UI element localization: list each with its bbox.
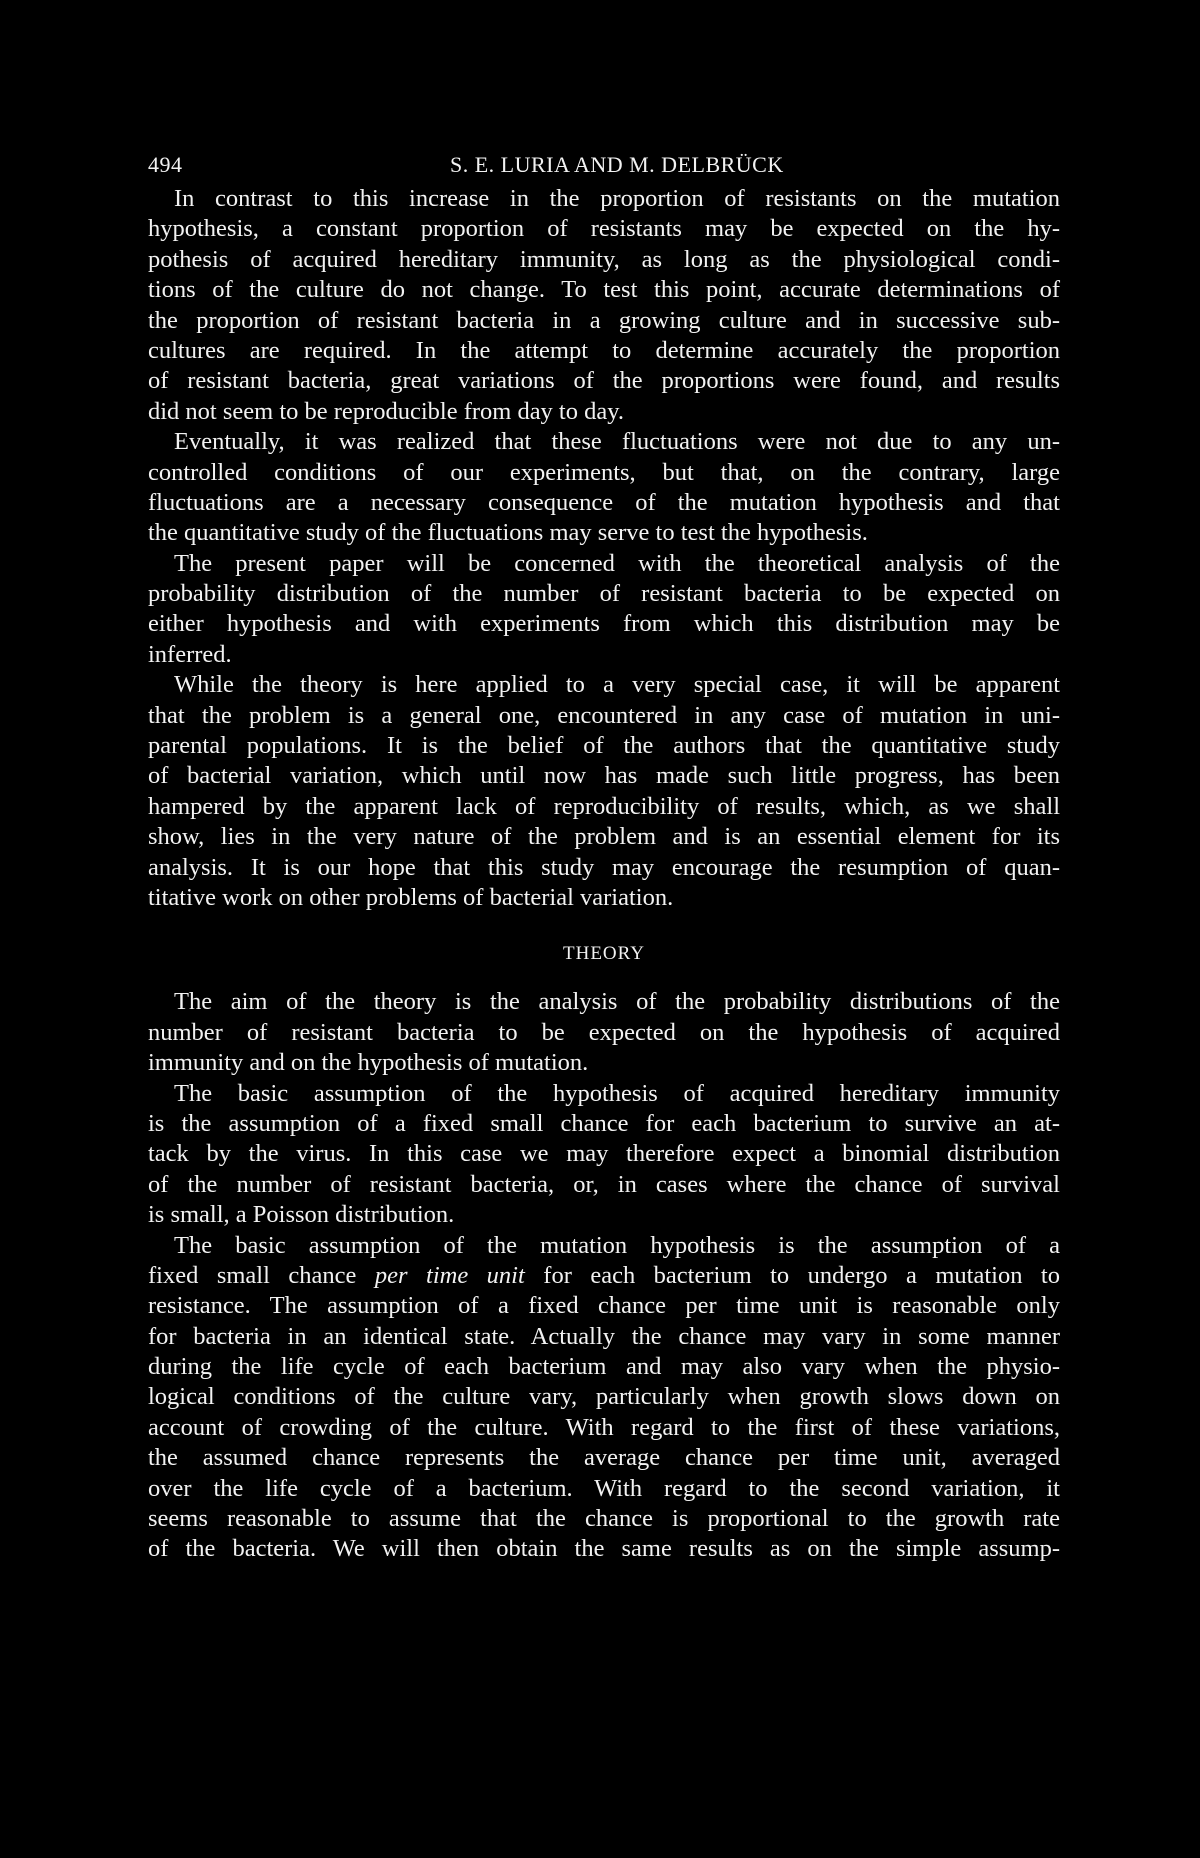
text-line: show, lies in the very nature of the problem and is an essential element for its — [148, 823, 1060, 851]
text-line: The basic assumption of the mutation hypothesis is the assumption of a — [174, 1231, 1060, 1259]
text-line: parental populations. It is the belief of the authors that the quantitative study — [148, 732, 1060, 760]
text-line: of bacterial variation, which until now has made such little progress, has been — [148, 762, 1060, 790]
text-line: The basic assumption of the hypothesis of acquired hereditary immunity — [174, 1079, 1060, 1107]
paragraph-mutation-assumption — [148, 1231, 1060, 1565]
text-line: The aim of the theory is the analysis of the probability distributions of the — [174, 988, 1060, 1016]
text-line: seems reasonable to assume that the chance is proportional to the growth rate — [148, 1505, 1060, 1533]
text-line: the proportion of resistant bacteria in a growing culture and in successive sub- — [148, 306, 1060, 334]
text-line: resistance. The assumption of a fixed chance per time unit is reasonable only — [148, 1292, 1060, 1320]
running-head-authors: S. E. LURIA AND M. DELBRÜCK — [450, 152, 784, 177]
journal-page — [148, 148, 1060, 1565]
text-line: the quantitative study of the fluctuations may serve to test the hypothesis. — [148, 519, 868, 547]
text-line-with-emphasis — [148, 1261, 1060, 1291]
paragraph-present-paper — [148, 549, 1060, 671]
text-line: over the life cycle of a bacterium. With regard to the second variation, it — [148, 1474, 1060, 1502]
text-line: did not seem to be reproducible from day to day. — [148, 397, 625, 425]
emphasis-per-time-unit: per time unit — [374, 1261, 525, 1289]
text-fragment: for each bacterium to undergo a mutation to — [524, 1261, 1060, 1289]
text-line: immunity and on the hypothesis of mutation. — [148, 1049, 589, 1077]
text-line: that the problem is a general one, encountered in any case of mutation in uni- — [148, 701, 1060, 729]
page-number: 494 — [148, 152, 183, 177]
text-line: is the assumption of a fixed small chance for each bacterium to survive an at- — [148, 1109, 1060, 1137]
text-line: number of resistant bacteria to be expected on the hypothesis of acquired — [148, 1018, 1060, 1046]
text-line: account of crowding of the culture. With regard to the first of these variations, — [148, 1413, 1060, 1441]
text-line: pothesis of acquired hereditary immunity, as long as the physiological condi- — [148, 245, 1060, 273]
text-line: titative work on other problems of bacterial variation. — [148, 883, 674, 911]
text-line: tack by the virus. In this case we may therefore expect a binomial distribution — [148, 1140, 1060, 1168]
text-line: hypothesis, a constant proportion of resistants may be expected on the hy- — [148, 215, 1060, 243]
text-fragment: fixed small chance — [148, 1261, 375, 1289]
text-line: tions of the culture do not change. To test this point, accurate determinations of — [148, 276, 1060, 304]
text-line: In contrast to this increase in the proportion of resistants on the mutation — [174, 185, 1060, 212]
text-line: analysis. It is our hope that this study may encourage the resumption of quan- — [148, 853, 1060, 881]
text-line: of resistant bacteria, great variations of the proportions were found, and results — [148, 367, 1060, 395]
text-line: of the bacteria. We will then obtain the same results as on the simple assump- — [148, 1535, 1060, 1563]
text-line: While the theory is here applied to a very special case, it will be apparent — [174, 671, 1060, 699]
text-line: hampered by the apparent lack of reproducibility of results, which, as we shall — [148, 792, 1060, 820]
text-line: for bacteria in an identical state. Actually the chance may vary in some manner — [148, 1322, 1060, 1350]
paragraph-fluctuations — [148, 427, 1060, 549]
paragraph-general-problem — [148, 670, 1060, 913]
text-line: either hypothesis and with experiments from which this distribution may be — [148, 610, 1060, 638]
text-line: the assumed chance represents the average chance per time unit, averaged — [148, 1444, 1060, 1472]
text-line: controlled conditions of our experiments, but that, on the contrary, large — [148, 458, 1060, 486]
text-line: during the life cycle of each bacterium and may also vary when the physio- — [148, 1353, 1060, 1381]
paragraph-acquired-immunity-assumption — [148, 1079, 1060, 1231]
text-line: probability distribution of the number of resistant bacteria to be expected on — [148, 580, 1060, 608]
paragraph-aim-of-theory — [148, 987, 1060, 1078]
text-line: of the number of resistant bacteria, or, in cases where the chance of survival — [148, 1170, 1060, 1198]
text-line: inferred. — [148, 640, 232, 668]
text-line: cultures are required. In the attempt to determine accurately the proportion — [148, 336, 1060, 364]
text-line: is small, a Poisson distribution. — [148, 1201, 455, 1229]
text-line: Eventually, it was realized that these fluctuations were not due to any un- — [174, 428, 1060, 456]
text-line: logical conditions of the culture vary, particularly when growth slows down on — [148, 1383, 1060, 1411]
section-heading-theory: THEORY — [563, 943, 645, 965]
paragraph-contrast — [148, 184, 1060, 427]
text-line: fluctuations are a necessary consequence of the mutation hypothesis and that — [148, 488, 1060, 516]
text-line: The present paper will be concerned with the theoretical analysis of the — [174, 549, 1060, 577]
running-head — [148, 148, 1060, 184]
